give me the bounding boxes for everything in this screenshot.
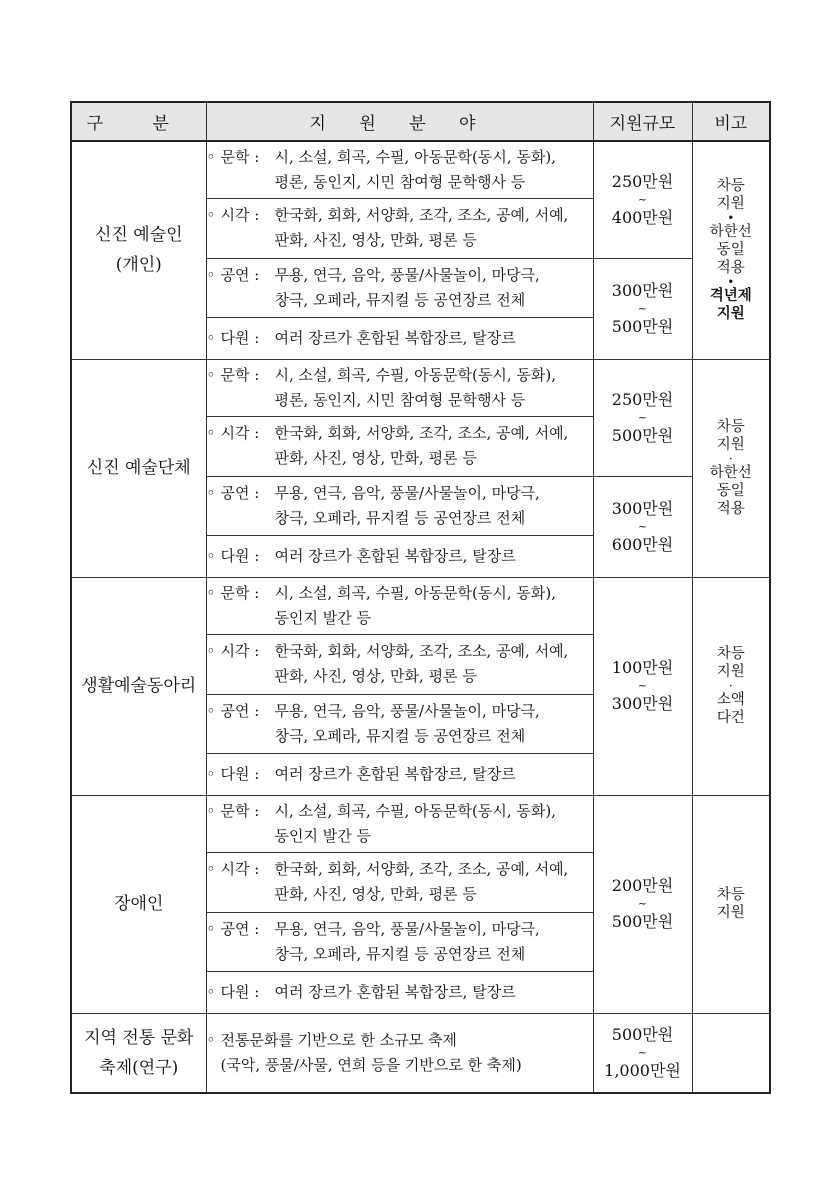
field-literature: ◦ 문학 : 시, 소설, 희곡, 수필, 아동문학(동시, 동화), 평론, 동인지, 시민 참여형 문학행사 등 [206,359,593,416]
field-visual: ◦ 시각 : 한국화, 회화, 서양화, 조각, 조소, 공예, 서예, 판화, 사진, 영상, 만화, 평론 등 [206,198,593,258]
category-label: 신진 예술인 [94,225,183,246]
header-scale: 지원규모 [593,102,692,141]
note-cell [692,1013,770,1093]
category-cell [71,1013,206,1093]
category-cell [71,795,206,1013]
scale-cell: 200만원 ~ 500만원 [593,795,692,1013]
field-multi: ◦ 다원 : 여러 장르가 혼합된 복합장르, 탈장르 [206,535,593,577]
field-visual: ◦ 시각 : 한국화, 회화, 서양화, 조각, 조소, 공예, 서예, 판화, 사진, 영상, 만화, 평론 등 [206,416,593,476]
header-field: 지 원 분 야 [206,102,593,141]
field-multi: ◦ 다원 : 여러 장르가 혼합된 복합장르, 탈장르 [206,317,593,359]
header-note: 비고 [692,102,770,141]
bullet-icon: ◦ [206,147,216,166]
category-cell [71,141,206,359]
note-cell: 차등 지원 [692,795,770,1013]
field-literature: ◦ 문학 : 시, 소설, 희곡, 수필, 아동문학(동시, 동화), 동인지 발간 등 [206,577,593,634]
category-sublabel: (개인) [115,255,162,276]
category-sublabel: 축제(연구) [99,1057,179,1078]
category-label: 생활예술동아리 [81,676,197,696]
category-cell [71,359,206,577]
table-row [71,795,770,852]
category-label: 신진 예술단체 [86,458,191,478]
field-multi: ◦ 다원 : 여러 장르가 혼합된 복합장르, 탈장르 [206,971,593,1013]
field-festival: ◦ 전통문화를 기반으로 한 소규모 축제 (국악, 풍물/사물, 연희 등을 기반으로 한 축제) [206,1013,593,1093]
category-label: 장애인 [114,894,164,914]
category-cell [71,577,206,795]
field-literature: ◦ 문학 : 시, 소설, 희곡, 수필, 아동문학(동시, 동화), 동인지 발간 등 [206,795,593,852]
scale-cell: 300만원 ~ 500만원 [593,258,692,359]
note-cell: 차등 지원 · 소액 다건 [692,577,770,795]
scale-cell: 250만원 ~ 400만원 [593,141,692,258]
scale-cell: 500만원 ~ 1,000만원 [593,1013,692,1093]
field-literature: ◦ 문학 : 시, 소설, 희곡, 수필, 아동문학(동시, 동화), 평론, 동인지, 시민 참여형 문학행사 등 [206,141,593,198]
field-performance: ◦ 공연 : 무용, 연극, 음악, 풍물/사물놀이, 마당극, 창극, 오페라, 뮤지컬 등 공연장르 전체 [206,476,593,535]
note-cell: 차등 지원 • 하한선 동일 적용 • 격년제 지원 [692,141,770,359]
scale-cell: 250만원 ~ 500만원 [593,359,692,476]
field-multi: ◦ 다원 : 여러 장르가 혼합된 복합장르, 탈장르 [206,753,593,795]
field-performance: ◦ 공연 : 무용, 연극, 음악, 풍물/사물놀이, 마당극, 창극, 오페라, 뮤지컬 등 공연장르 전체 [206,694,593,753]
category-label: 지역 전통 문화 [84,1027,194,1048]
support-table [70,101,771,1094]
field-performance: ◦ 공연 : 무용, 연극, 음악, 풍물/사물놀이, 마당극, 창극, 오페라, 뮤지컬 등 공연장르 전체 [206,912,593,971]
table-row [71,577,770,634]
field-performance: ◦ 공연 : 무용, 연극, 음악, 풍물/사물놀이, 마당극, 창극, 오페라, 뮤지컬 등 공연장르 전체 [206,258,593,317]
note-cell: 차등 지원 · 하한선 동일 적용 [692,359,770,577]
field-visual: ◦ 시각 : 한국화, 회화, 서양화, 조각, 조소, 공예, 서예, 판화, 사진, 영상, 만화, 평론 등 [206,852,593,912]
header-category: 구 분 [71,102,206,141]
scale-cell: 100만원 ~ 300만원 [593,577,692,795]
table-row [71,141,770,198]
table-row [71,359,770,416]
header-row [71,102,770,141]
table-row [71,1013,770,1093]
scale-cell: 300만원 ~ 600만원 [593,476,692,577]
field-visual: ◦ 시각 : 한국화, 회화, 서양화, 조각, 조소, 공예, 서예, 판화, 사진, 영상, 만화, 평론 등 [206,634,593,694]
